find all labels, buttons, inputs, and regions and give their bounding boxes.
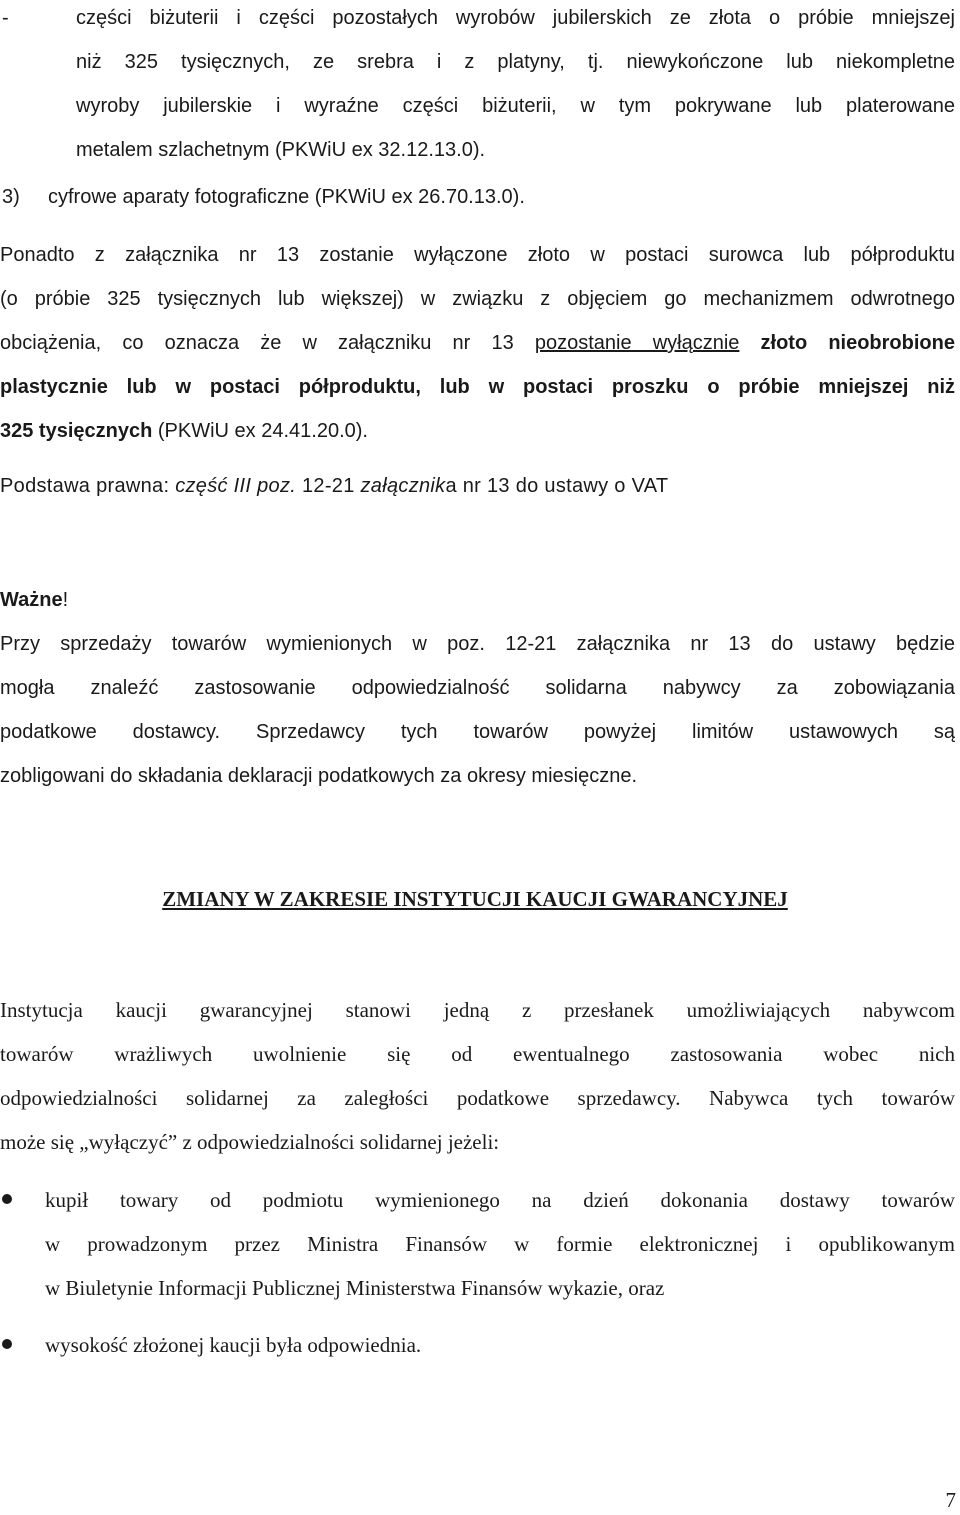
text-line: metalem szlachetnym (PKWiU ex 32.12.13.0). xyxy=(76,139,486,161)
bullet-dot-icon xyxy=(2,1194,12,1204)
bullet-list-item xyxy=(0,1323,955,1367)
paragraph-instytucja xyxy=(0,988,955,1164)
text-line: zobligowani do składania deklaracji podatkowych za okresy miesięczne. xyxy=(0,765,638,787)
text-line xyxy=(0,365,955,409)
text-line: Przy sprzedaży towarów wymienionych w poz. 12-21 załącznika nr 13 do ustawy będzie xyxy=(0,633,955,655)
text-line: wysokość złożonej kaucji była odpowiednia. xyxy=(45,1333,422,1357)
italic-text: załącznik xyxy=(360,475,446,497)
dash-marker: - xyxy=(2,7,9,29)
item-number: 3) xyxy=(2,186,20,208)
text-line: odpowiedzialności solidarnej za zaległości podatkowe sprzedawcy. Nabywca tych towarów xyxy=(0,1086,955,1110)
bold-text: plastycznie lub w postaci półproduktu, lub w postaci proszku o próbie mniejszej niż xyxy=(0,376,955,398)
text-line: w prowadzonym przez Ministra Finansów w formie elektronicznej i opublikowanym xyxy=(45,1232,955,1256)
text-line: podatkowe dostawcy. Sprzedawcy tych towarów powyżej limitów ustawowych są xyxy=(0,721,955,743)
text-line xyxy=(0,321,955,365)
section-heading: ZMIANY W ZAKRESIE INSTYTUCJI KAUCJI GWARANCYJNEJ xyxy=(162,887,788,911)
bullet-list-item xyxy=(0,1178,955,1310)
text-line: kupił towary od podmiotu wymienionego na dzień dokonania dostawy towarów xyxy=(45,1188,955,1212)
important-label: Ważne xyxy=(0,589,63,611)
text-line: Instytucja kaucji gwarancyjnej stanowi jedną z przesłanek umożliwiających nabywcom xyxy=(0,998,955,1022)
numbered-list-item xyxy=(0,175,955,219)
text-line: części biżuterii i części pozostałych wyrobów jubilerskich ze złota o próbie mniejszej xyxy=(76,7,955,29)
bold-text: złoto nieobrobione xyxy=(739,332,955,354)
text-line: w Biuletynie Informacji Publicznej Ministerstwa Finansów wykazie, oraz xyxy=(45,1276,665,1300)
text-line: niż 325 tysięcznych, ze srebra i z platyny, tj. niewykończone lub niekompletne xyxy=(76,51,955,73)
bold-text: 325 tysięcznych xyxy=(0,420,153,442)
legal-basis-prefix: Podstawa prawna: xyxy=(0,475,176,497)
text-run: (PKWiU ex 24.41.20.0). xyxy=(152,420,368,442)
text-run: a nr 13 do ustawy o VAT xyxy=(445,475,669,497)
paragraph-ponadto xyxy=(0,233,955,453)
text-line: wyroby jubilerskie i wyraźne części biżuterii, w tym pokrywane lub platerowane xyxy=(76,95,955,117)
text-line: mogła znaleźć zastosowanie odpowiedzialność solidarna nabywcy za zobowiązania xyxy=(0,677,955,699)
text-line: (o próbie 325 tysięcznych lub większej) w związku z objęciem go mechanizmem odwrotnego xyxy=(0,288,955,310)
text-line: Ponadto z załącznika nr 13 zostanie wyłączone złoto w postaci surowca lub półproduktu xyxy=(0,244,955,266)
underlined-text: pozostanie wyłącznie xyxy=(534,332,740,354)
bullet-dot-icon xyxy=(2,1339,12,1349)
bullet-text xyxy=(45,1178,955,1310)
page-number: 7 xyxy=(945,1488,956,1512)
italic-text: część III poz. xyxy=(175,475,297,497)
exclamation-mark: ! xyxy=(62,589,69,611)
text-line xyxy=(0,409,955,453)
text-run: 12-21 xyxy=(296,475,361,497)
important-notice xyxy=(0,578,955,798)
text-run: obciążenia, co oznacza że w załączniku nr 13 xyxy=(0,332,535,354)
text-line: towarów wrażliwych uwolnienie się od ewentualnego zastosowania wobec nich xyxy=(0,1042,955,1066)
numbered-item-text: cyfrowe aparaty fotograficzne (PKWiU ex 26.70.13.0). xyxy=(48,186,525,208)
dash-list-item xyxy=(0,0,955,172)
text-line: może się „wyłączyć” z odpowiedzialności solidarnej jeżeli: xyxy=(0,1130,500,1154)
important-label-line xyxy=(0,578,955,622)
dash-item-text xyxy=(76,0,955,172)
legal-basis xyxy=(0,464,955,508)
bullet-text xyxy=(45,1323,955,1367)
